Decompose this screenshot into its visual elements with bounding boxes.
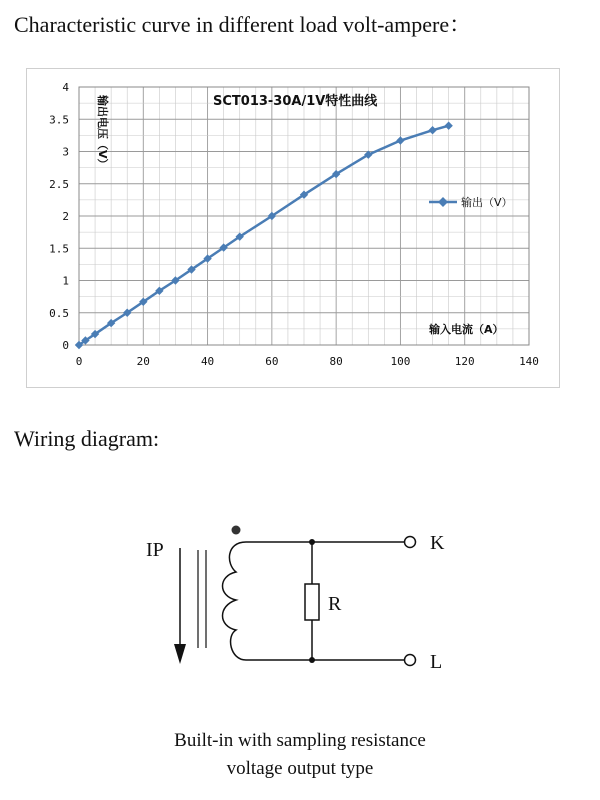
data-point <box>396 136 404 144</box>
data-point <box>444 122 452 130</box>
terminal-l-label: L <box>430 651 443 673</box>
chart-x-axis-label: 输入电流（A） <box>429 323 504 336</box>
caption-line-2: voltage output type <box>226 758 374 779</box>
y-tick-label: 3 <box>62 145 69 159</box>
x-tick-label: 80 <box>329 355 343 368</box>
secondary-coil <box>223 542 247 660</box>
caption-line-1: Built-in with sampling resistance <box>174 730 426 751</box>
terminal-k-label: K <box>430 532 445 554</box>
chart-y-axis-label: 输出电压（V） <box>96 95 109 170</box>
data-point <box>428 126 436 134</box>
chart-frame <box>26 68 560 388</box>
y-tick-label: 2.5 <box>49 177 69 191</box>
chart-legend <box>429 195 513 209</box>
x-tick-label: 0 <box>75 355 83 368</box>
current-arrow-head <box>174 644 186 664</box>
x-tick-label: 60 <box>265 355 279 368</box>
resistor-label: R <box>328 593 342 615</box>
polarity-dot <box>232 526 241 535</box>
legend-marker <box>438 197 448 207</box>
wiring-diagram <box>130 516 470 686</box>
x-tick-label: 120 <box>454 355 475 368</box>
characteristic-heading: Characteristic curve in different load volt-ampere： <box>14 12 472 37</box>
y-tick-label: 3.5 <box>49 113 69 127</box>
x-tick-label: 100 <box>390 355 411 368</box>
y-tick-label: 1.5 <box>49 242 69 256</box>
y-tick-label: 2 <box>62 210 69 223</box>
chart-title: SCT013-30A/1V特性曲线 <box>213 94 378 109</box>
y-tick-label: 4 <box>62 81 69 94</box>
x-tick-label: 140 <box>519 355 539 368</box>
ip-label: IP <box>146 539 164 561</box>
terminal-l <box>405 655 416 666</box>
resistor <box>305 584 319 620</box>
y-tick-label: 0.5 <box>49 306 69 320</box>
series-line <box>79 126 449 345</box>
terminal-k <box>405 537 416 548</box>
y-tick-label: 1 <box>62 274 69 288</box>
x-tick-label: 20 <box>136 355 150 368</box>
characteristic-chart <box>27 69 559 387</box>
legend-label: 输出（V） <box>461 196 513 209</box>
y-tick-label: 0 <box>62 339 69 352</box>
x-tick-label: 40 <box>200 355 215 368</box>
wiring-heading: Wiring diagram: <box>14 426 160 451</box>
